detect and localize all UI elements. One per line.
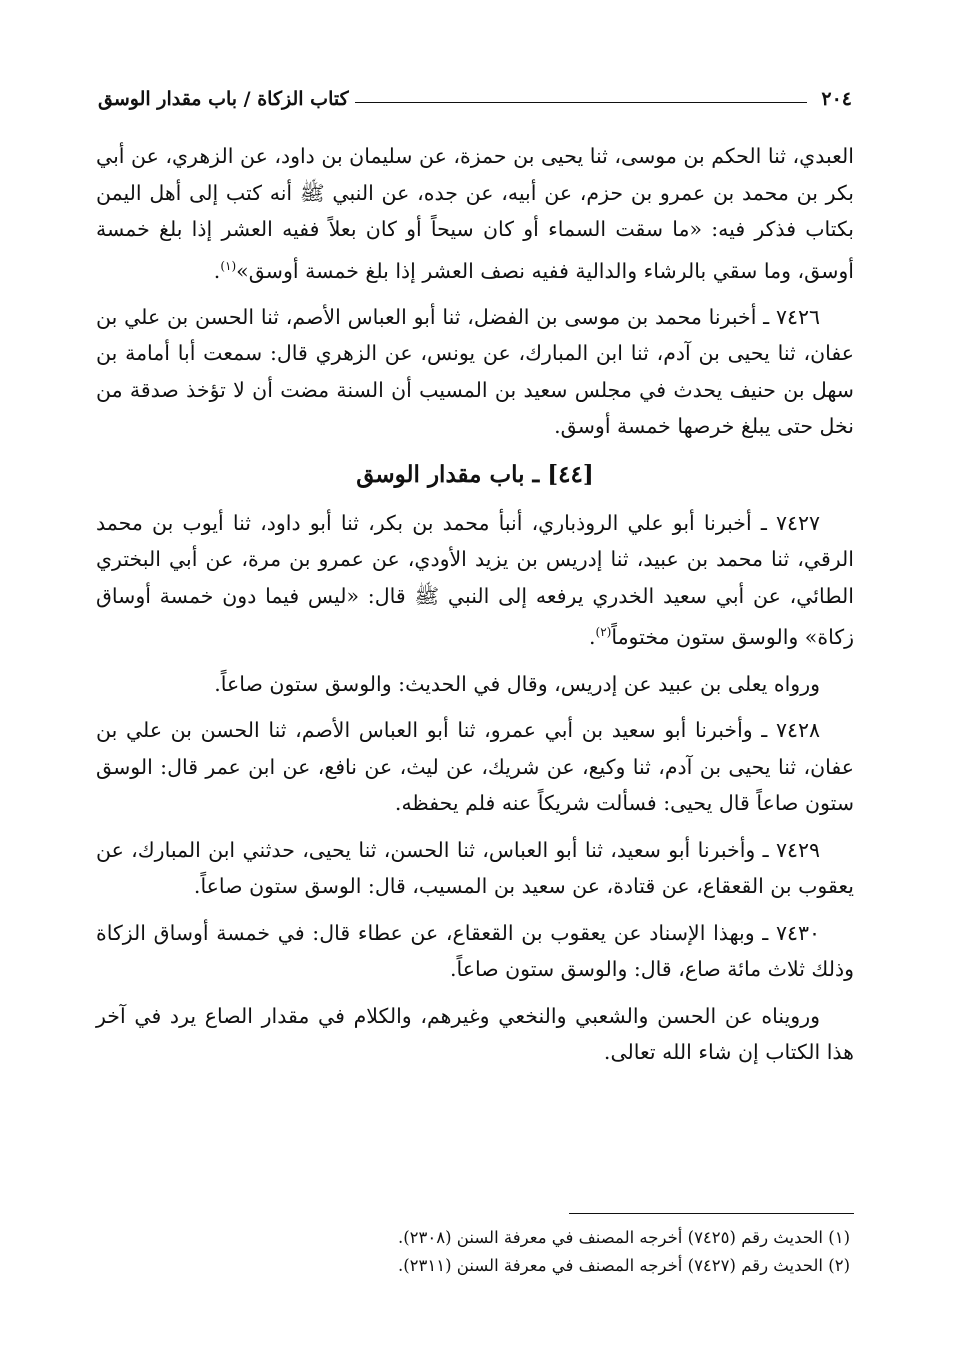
footnote: (١) الحديث رقم (٧٤٢٥) أخرجه المصنف في معرفة السنن (٢٣٠٨).	[397, 1228, 850, 1247]
footnote: (٢) الحديث رقم (٧٤٢٧) أخرجه المصنف في معرفة السنن (٢٣١١).	[397, 1256, 850, 1275]
main-text	[96, 138, 854, 1081]
footnotes	[96, 1224, 850, 1280]
running-header	[98, 78, 852, 110]
footnote-ref: (٢)	[595, 625, 612, 640]
paragraph: ورواه يعلى بن عبيد عن إدريس، وقال في الحديث: والوسق ستون صاعاً.	[214, 671, 820, 696]
paragraph: ٧٤٢٩ ـ وأخبرنا أبو سعيد، ثنا أبو العباس، ثنا الحسن، ثنا يحيى، حدثني ابن المبارك، عن يعقوب بن القعقاع، عن قتادة، عن سعيد بن المسيب، قال: الوسق ستون صاعاً.	[96, 837, 854, 899]
paragraph: ٧٤٣٠ ـ وبهذا الإسناد عن يعقوب بن القعقاع، عن عطاء قال: في خمسة أوساق الزكاة وذلك ثلاث مائة صاع، قال: والوسق ستون صاعاً.	[96, 920, 854, 982]
footnote-ref: (١)	[220, 258, 237, 273]
footnote-divider	[569, 1213, 854, 1214]
header-rule	[355, 102, 808, 103]
page-number: ٢٠٤	[821, 88, 852, 110]
paragraph: ٧٤٢٧ ـ أخبرنا أبو علي الروذباري، أنبأ محمد بن بكر، ثنا أبو داود، ثنا أيوب بن محمد الرقي، ثنا محمد بن عبيد، ثنا إدريس بن يزيد الأودي، عن عمرو بن مرة، عن أبي البختري الطائي، عن أبي سعيد الخدري يرفعه إلى النبي ﷺ قال: «ليس فيما دون خمسة أوساق زكاة» والوسق ستون مختوماً$^{(٢)}$.	[96, 510, 854, 650]
paragraph: ٧٤٢٦ ـ أخبرنا محمد بن موسى بن الفضل، ثنا أبو العباس الأصم، ثنا الحسن بن علي بن عفان، ثنا يحيى بن آدم، ثنا ابن المبارك، عن يونس، عن الزهري قال: سمعت أبا أمامة بن سهل بن حنيف يحدث في مجلس سعيد بن المسيب أن السنة مضت أن لا تؤخذ صدقة من نخل حتى يبلغ خرصها خمسة أوسق.	[96, 304, 854, 439]
paragraph: ورويناه عن الحسن والشعبي والنخعي وغيرهم، والكلام في مقدار الصاع يرد في آخر هذا الكتاب إن شاء الله تعالى.	[96, 1003, 854, 1065]
paragraph: ٧٤٢٨ ـ وأخبرنا أبو سعيد بن أبي عمرو، ثنا أبو العباس الأصم، ثنا الحسن بن علي بن عفان، ثنا يحيى بن آدم، ثنا وكيع، عن شريك، عن ليث، عن نافع، عن ابن عمر قال: الوسق ستون صاعاً قال يحيى: فسألت شريكاً عنه فلم يحفظه.	[96, 718, 854, 816]
chapter-title: كتاب الزكاة / باب مقدار الوسق	[98, 88, 349, 110]
section-heading: [٤٤] ـ باب مقدار الوسق	[356, 460, 594, 488]
paragraph: العبدي، ثنا الحكم بن موسى، ثنا يحيى بن حمزة، عن سليمان بن داود، عن الزهري، عن أبي بكر بن محمد بن عمرو بن حزم، عن أبيه، عن جده، عن النبي ﷺ أنه كتب إلى أهل اليمن بكتاب فذكر فيه: «ما سقت السماء أو كان سيحاً أو كان بعلاً ففيه العشر إذا بلغ خمسة أوسق، وما سقي بالرشاء والدالية ففيه نصف العشر إذا بلغ خمسة أوسق»$^{(١)}$.	[96, 144, 854, 283]
